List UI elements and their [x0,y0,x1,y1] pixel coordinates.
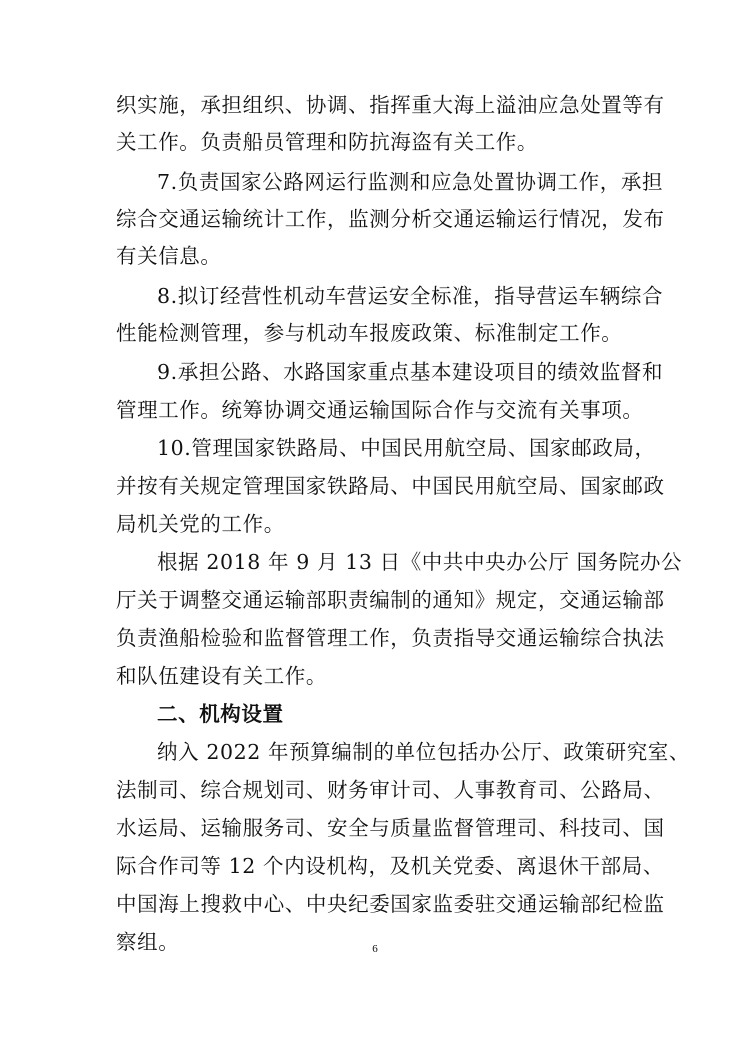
text-line: 法制司、综合规划司、财务审计司、人事教育司、公路局、 [116,778,665,802]
text-line: 有关信息。 [116,244,222,268]
paragraph-structure-start: 纳入 2022 年预算编制的单位包括办公厅、政策研究室、 [157,740,691,764]
text-line: 织实施，承担组织、协调、指挥重大海上溢油应急处置等有 [116,93,665,117]
paragraph-basis-start: 根据 2018 年 9 月 13 日《中共中央办公厅 国务院办公 [157,550,683,574]
text-line: 关工作。负责船员管理和防抗海盗有关工作。 [116,130,538,154]
page-number: 6 [372,943,378,955]
text-line: 际合作司等 12 个内设机构，及机关党委、离退休干部局、 [116,854,664,878]
text-line: 综合交通运输统计工作，监测分析交通运输运行情况，发布 [116,207,665,231]
text-line: 水运局、运输服务司、安全与质量监督管理司、科技司、国 [116,816,665,840]
text-line: 负责渔船检验和监督管理工作，负责指导交通运输综合执法 [116,626,665,650]
paragraph-7-start: 7.负责国家公路网运行监测和应急处置协调工作，承担 [157,170,664,194]
text-line: 中国海上搜救中心、中央纪委国家监委驻交通运输部纪检监 [116,892,665,916]
text-line: 察组。 [116,930,180,954]
text-line: 并按有关规定管理国家铁路局、中国民用航空局、国家邮政 [116,474,665,498]
text-line: 和队伍建设有关工作。 [116,664,327,688]
paragraph-9-start: 9.承担公路、水路国家重点基本建设项目的绩效监督和 [157,360,664,384]
text-line: 性能检测管理，参与机动车报废政策、标准制定工作。 [116,321,623,345]
text-line: 厅关于调整交通运输部职责编制的通知》规定，交通运输部 [116,588,665,612]
paragraph-10-start: 10.管理国家铁路局、中国民用航空局、国家邮政局， [157,436,656,460]
paragraph-8-start: 8.拟订经营性机动车营运安全标准，指导营运车辆综合 [157,284,664,308]
text-line: 管理工作。统筹协调交通运输国际合作与交流有关事项。 [116,398,644,422]
section-heading: 二、机构设置 [157,702,284,726]
text-line: 局机关党的工作。 [116,512,285,536]
